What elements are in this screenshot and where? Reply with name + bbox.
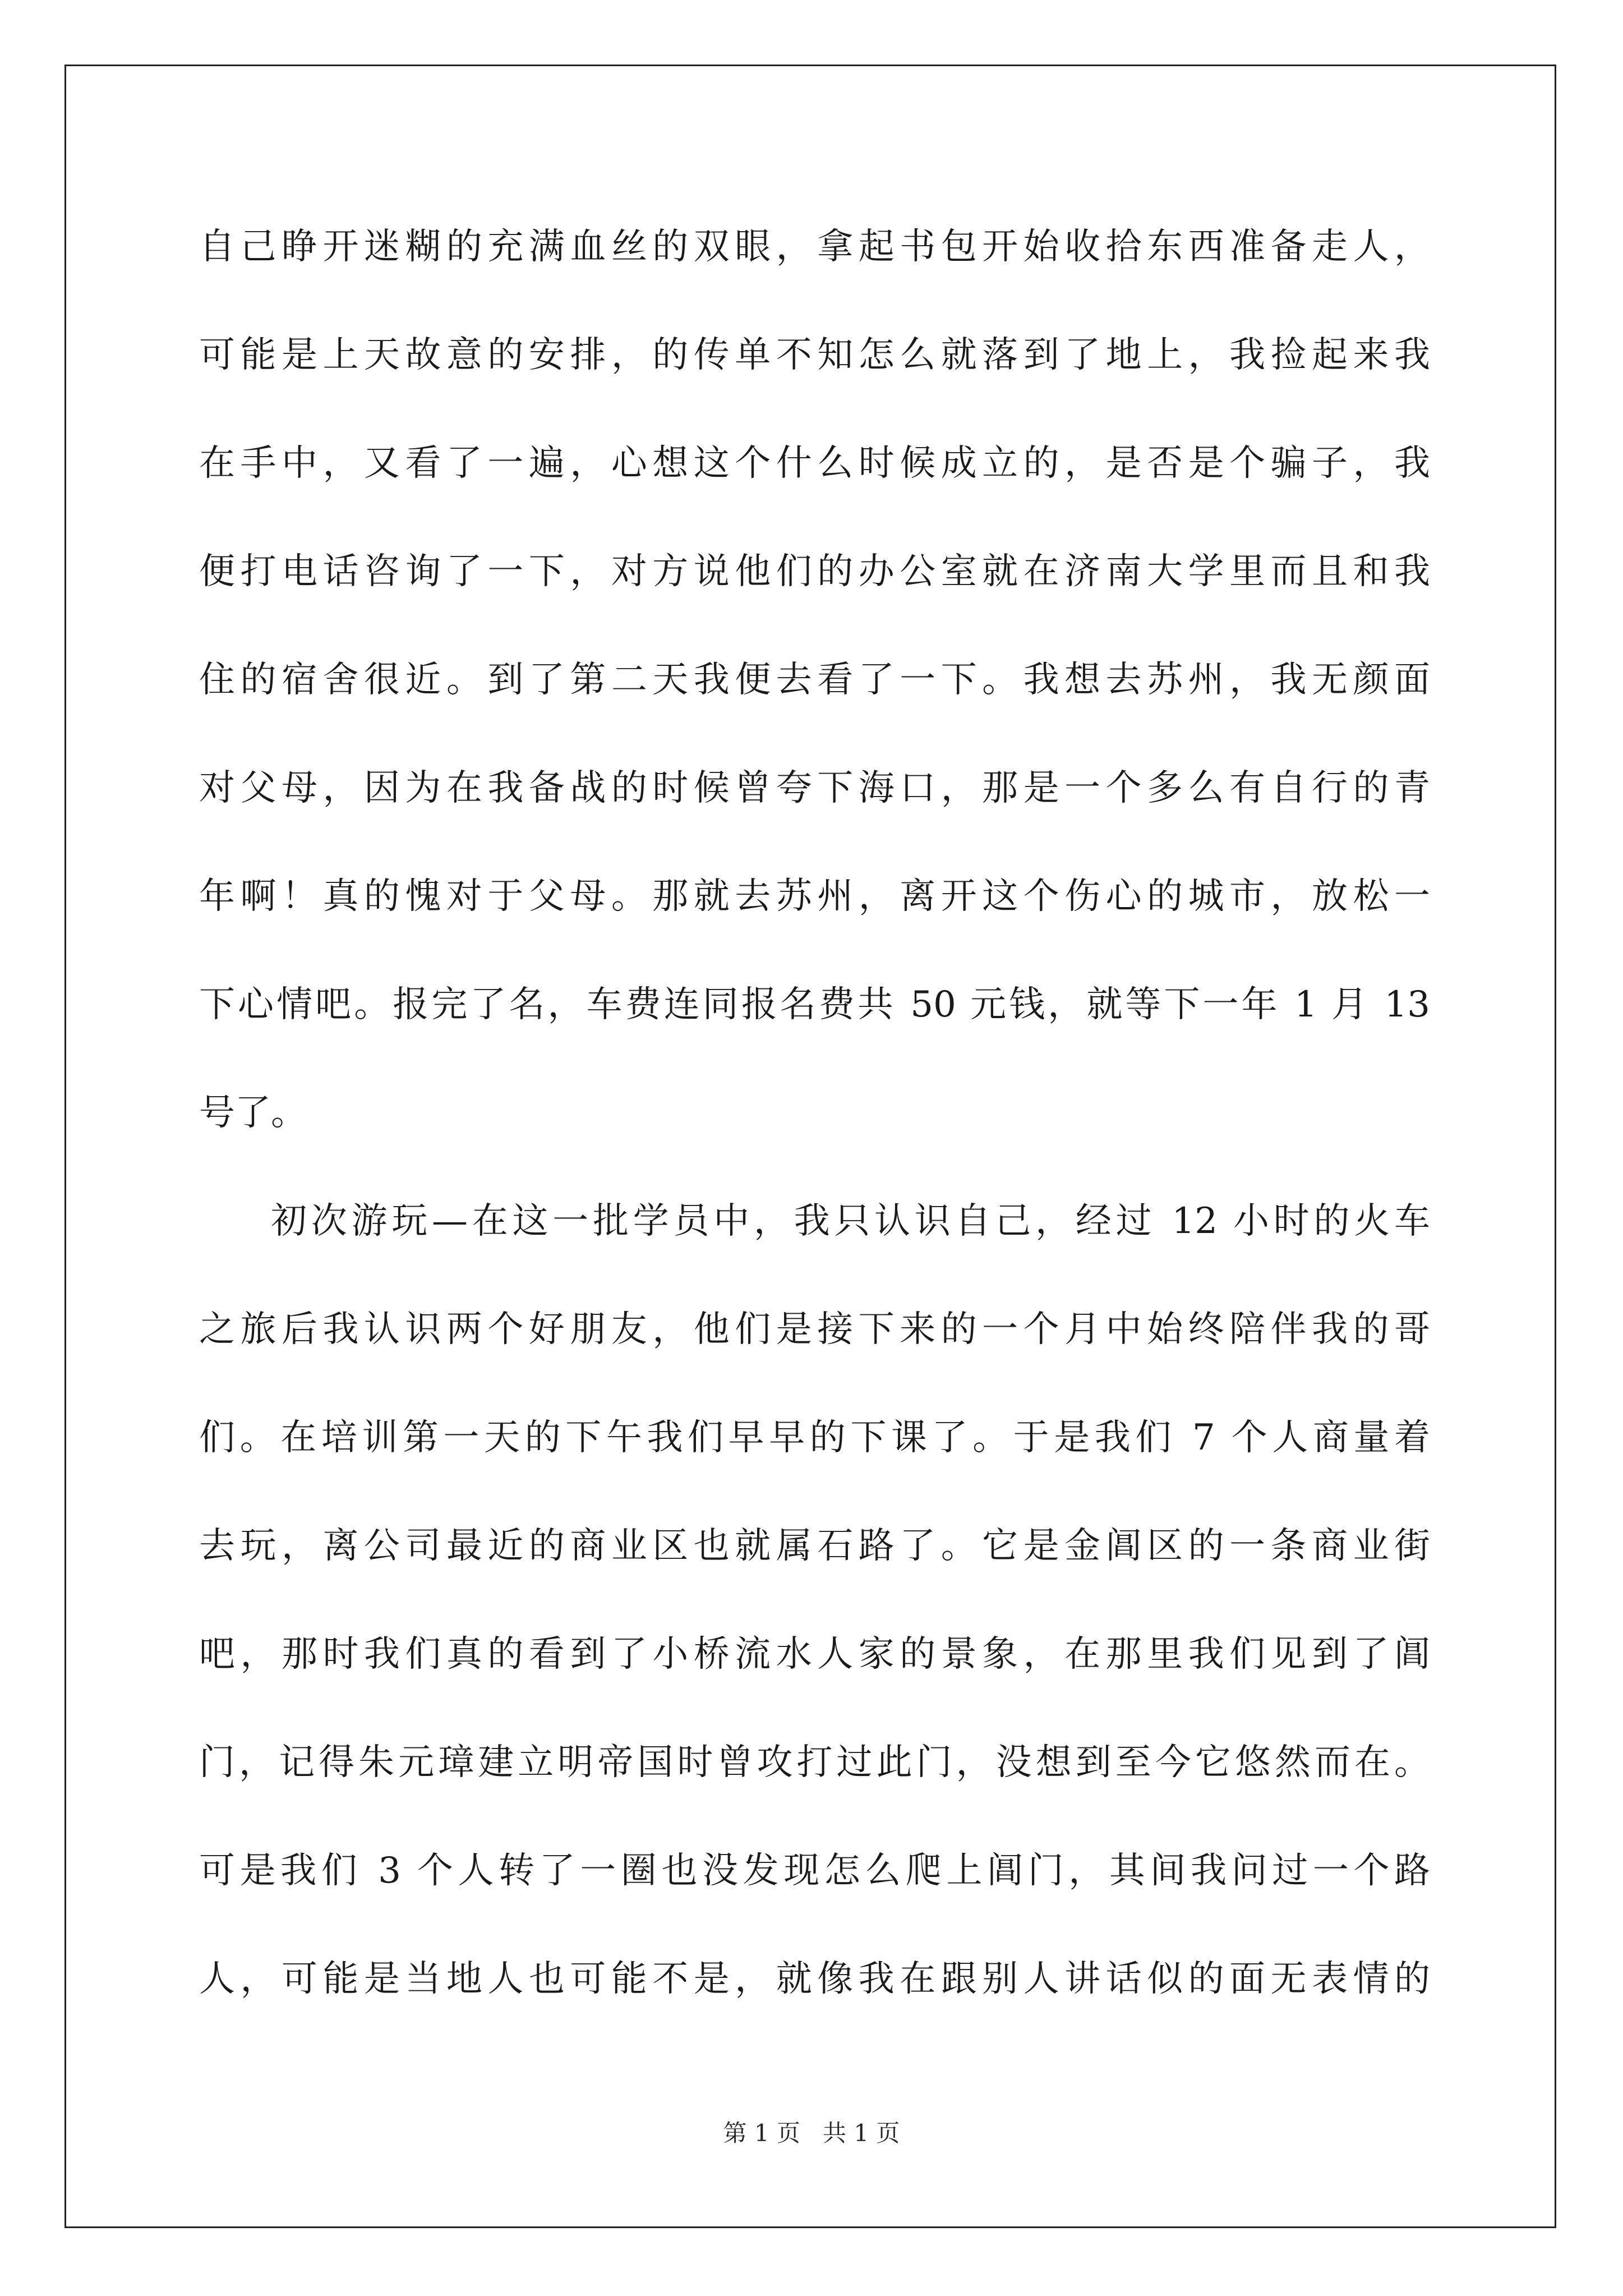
text-line: 便打电话咨询了一下，对方说他们的办公室就在济南大学里而且和我 [199,551,1430,592]
text-line: 自己睁开迷糊的充满血丝的双眼，拿起书包开始收拾东西准备走人， [199,226,1430,268]
page-total: 共 1 页 [823,2119,900,2147]
text-line: 号了。 [199,1092,307,1134]
text-line: 门，记得朱元璋建立明帝国时曾攻打过此门，没想到至今它悠然而在。 [199,1742,1430,1783]
text-line: 年啊！真的愧对于父母。那就去苏州，离开这个伤心的城市，放松一 [199,876,1430,917]
page-footer [0,2119,1623,2147]
text-line: 之旅后我认识两个好朋友，他们是接下来的一个月中始终陪伴我的哥 [199,1309,1430,1350]
text-line: 吧，那时我们真的看到了小桥流水人家的景象，在那里我们见到了阊 [199,1634,1430,1675]
text-line: 们。在培训第一天的下午我们早早的下课了。于是我们 7 个人商量着 [199,1417,1430,1458]
page-number: 第 1 页 [723,2119,800,2147]
text-line: 可能是上天故意的安排，的传单不知怎么就落到了地上，我捡起来我 [199,334,1430,376]
text-line: 在手中，又看了一遍，心想这个什么时候成立的，是否是个骗子，我 [199,443,1430,484]
paragraph-first-line: 初次游玩—在这一批学员中，我只认识自己，经过 12 小时的火车 [271,1200,1430,1242]
text-line: 人，可能是当地人也可能不是，就像我在跟别人讲话似的面无表情的 [199,1958,1430,2000]
page-border [64,65,1556,2228]
text-line: 可是我们 3 个人转了一圈也没发现怎么爬上阊门，其间我问过一个路 [199,1850,1430,1892]
text-line: 去玩，离公司最近的商业区也就属石路了。它是金阊区的一条商业街 [199,1525,1430,1567]
text-line: 下心情吧。报完了名，车费连同报名费共 50 元钱，就等下一年 1 月 13 [199,984,1430,1025]
text-line: 住的宿舍很近。到了第二天我便去看了一下。我想去苏州，我无颜面 [199,659,1430,701]
text-line: 对父母，因为在我备战的时候曾夸下海口，那是一个多么有自行的青 [199,767,1430,809]
